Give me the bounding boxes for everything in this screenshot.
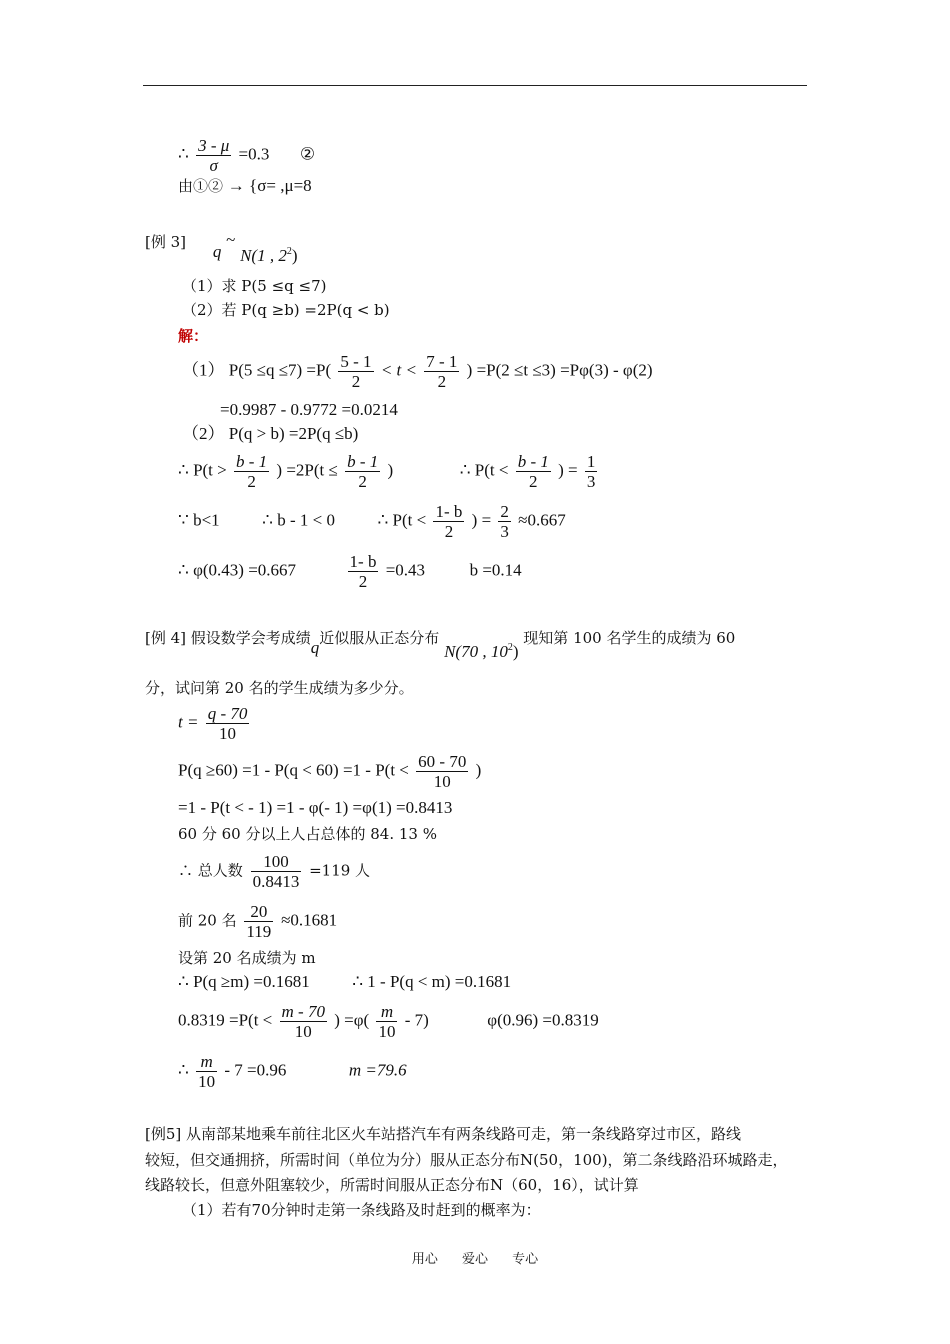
solution-line-6: ∴ φ(0.43) =0.667 $\frac{1- b}{2}$ =0.43 b =0.14 [178, 552, 522, 591]
header-rule [143, 85, 807, 86]
probability-line-2: =1 - P(t < - 1) =1 - φ(- 1) =φ(1) =0.8413 [178, 798, 453, 817]
eq-line-system: 由①② → {σ= ,μ=8 [178, 176, 312, 195]
t-definition: t = $\frac{q - 70}{10}$ [178, 704, 248, 743]
probability-line-1: P(q ≥60) =1 - P(q < 60) =1 - P(t < $\frac{60 - 70}{10}$ ) [178, 752, 482, 791]
eq-line-sigma: ∴ $\frac{3 - \mu}{\sigma}$ =0.3 ② [178, 136, 316, 175]
m-probability-line: ∴ P(q ≥m) =0.1681 ∴ 1 - P(q < m) =0.1681 [178, 972, 512, 991]
phi-line: 0.8319 =P(t < $\frac{m - 70}{10}$ ) =φ( $\frac{m}{10}$ - 7) φ(0.96) =0.8319 [178, 1002, 599, 1041]
example-5-question-1: （1）若有70分钟时走第一条线路及时赶到的概率为： [182, 1201, 541, 1219]
percent-line: 60 分 60 分以上人占总体的 84. 13 % [178, 825, 437, 843]
solution-line-1: （1） P(5 ≤q ≤7) =P( $\frac{5 - 1}{2}$ < t < $\frac{7 - 1}{2}$ ) =P(2 ≤t ≤3) =Pφ(3) - φ(2) [182, 352, 653, 391]
set-m-line: 设第 20 名成绩为 m [178, 949, 316, 967]
total-count-line: ∴ 总人数 $\frac{100}{0.8413}$ =119 人 [178, 852, 371, 891]
example-5-line-1: [例5] 从南部某地乘车前往北区火车站搭汽车有两条线路可走，第一条线路穿过市区，路线 [145, 1125, 742, 1143]
example-5-line-3: 线路较长，但意外阻塞较少，所需时间服从正态分布N（60，16），试计算 [145, 1176, 639, 1194]
solution-line-4: ∴ P(t > $\frac{b - 1}{2}$ ) =2P(t ≤ $\frac{b - 1}{2}$ ) ∴ P(t < $\frac{b - 1}{2}$ ) = $\frac{1}{3}$ [178, 452, 596, 491]
solution-line-3: （2） P(q > b) =2P(q ≤b) [182, 424, 359, 443]
fraction: $\frac{3 - \mu}{\sigma}$ [198, 136, 230, 175]
example-5-line-2: 较短，但交通拥挤，所需时间（单位为分）服从正态分布N(50，100)，第二条线路沿环城路走， [145, 1151, 788, 1169]
solution-line-5: ∵ b<1 ∴ b - 1 < 0 ∴ P(t < $\frac{1- b}{2}$ ) = $\frac{2}{3}$ ≈0.667 [178, 502, 566, 541]
example-3-question-1: （1）求 P(5 ≤q ≤7) [182, 277, 327, 295]
m-result-line: ∴ $\frac{m}{10}$ - 7 =0.96 m =79.6 [178, 1052, 407, 1091]
solution-label: 解： [178, 327, 209, 345]
example-3-heading: [例 3] q ~ N(1 , $2^2$) [145, 230, 298, 265]
example-4-heading: [例 4] 假设数学会考成绩q近似服从正态分布 N(70 , $10^2$) 现知第 100 名学生的成绩为 60 [145, 629, 736, 661]
page-footer: 用心 爱心 专心 [411, 1252, 539, 1267]
example-3-question-2: （2）若 P(q ≥b) =2P(q < b) [182, 301, 390, 319]
top-20-line: 前 20 名 $\frac{20}{119}$ ≈0.1681 [178, 902, 338, 941]
solution-line-2: =0.9987 - 0.9772 =0.0214 [220, 400, 398, 419]
example-4-text: 分，试问第 20 名的学生成绩为多少分。 [145, 679, 414, 697]
